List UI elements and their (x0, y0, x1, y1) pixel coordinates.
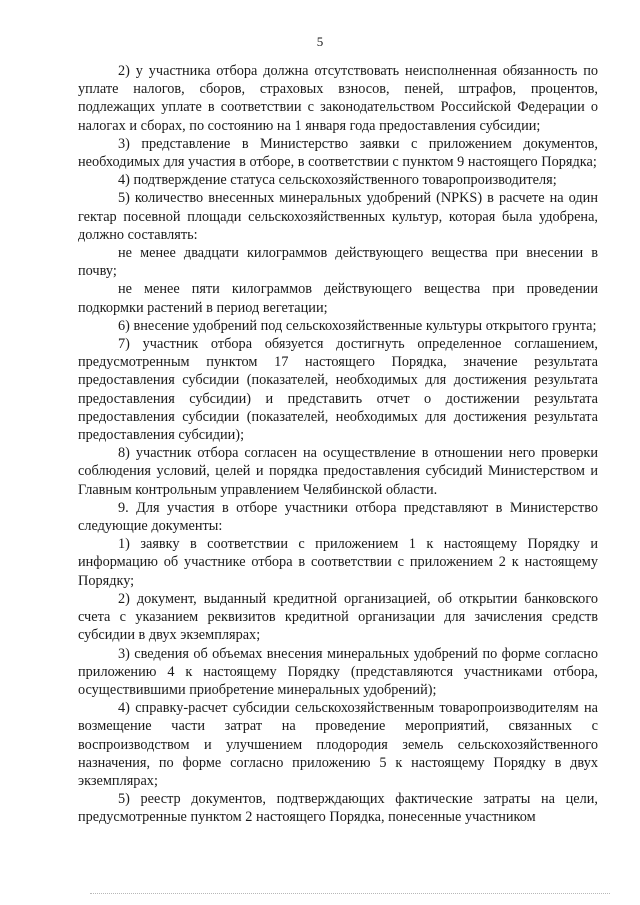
paragraph: 2) документ, выданный кредитной организацией, об открытии банковского счета с указанием реквизитов кредитной организации для зачисления средств субсидии в двух экземплярах; (78, 590, 598, 644)
paragraph: 3) представление в Министерство заявки с приложением документов, необходимых для участия в отборе, в соответствии с пунктом 9 настоящего Порядка; (78, 135, 598, 171)
paragraph: 8) участник отбора согласен на осуществление в отношении него проверки соблюдения условий, целей и порядка предоставления субсидий Министерством и Главным контрольным управлением Челябинской области. (78, 445, 598, 498)
page-number: 5 (316, 34, 324, 49)
paragraph: 5) реестр документов, подтверждающих фактические затраты на цели, предусмотренные пунктом 2 настоящего Порядка, понесенные участником (78, 791, 598, 826)
page-bottom-edge (90, 893, 610, 894)
paragraph: 4) подтверждение статуса сельскохозяйственного товаропроизводителя; (118, 172, 557, 189)
paragraph: 1) заявку в соответствии с приложением 1 к настоящему Порядку и информацию об участнике отбора в соответствии с приложением 2 к настоящему Порядку; (78, 536, 598, 589)
paragraph: 6) внесение удобрений под сельскохозяйственные культуры открытого грунта; (118, 317, 597, 334)
paragraph: 5) количество внесенных минеральных удобрений (NPKS) в расчете на один гектар посевной площади сельскохозяйственных культур, которая была удобрена, должно составлять: (78, 190, 598, 243)
paragraph: 4) справку-расчет субсидии сельскохозяйственным товаропроизводителям на возмещение части затрат на проведение мероприятий, связанных с воспроизводством и улучшением плодородия земель сельскохозяйственного назначения, по форме согласно приложению 5 к настоящему Порядку в двух экземплярах; (78, 700, 598, 789)
paragraph: 9. Для участия в отборе участники отбора представляют в Министерство следующие документы: (78, 499, 598, 535)
paragraph: 2) у участника отбора должна отсутствовать неисполненная обязанность по уплате налогов, сборов, страховых взносов, пеней, штрафов, процентов, подлежащих уплате в соответствии с законодательством Российской Федерации о налогах и сборах, по состоянию на 1 января года предоставления субсидии; (78, 63, 598, 134)
document-body (78, 62, 598, 827)
paragraph: не менее двадцати килограммов действующего вещества при внесении в почву; (78, 245, 598, 280)
paragraph: 7) участник отбора обязуется достигнуть определенное соглашением, предусмотренным пунктом 17 настоящего Порядка, значение результата предоставления субсидии (показателей, необходимых для достижения результата предоставления субсидии) и представить отчет о достижении результата предоставления субсидии (показателей, необходимых для достижения результата предоставления субсидии); (78, 336, 598, 444)
paragraph: не менее пяти килограммов действующего вещества при проведении подкормки растений в период вегетации; (78, 281, 598, 316)
paragraph: 3) сведения об объемах внесения минеральных удобрений по форме согласно приложению 4 к настоящему Порядку (представляются участниками отбора, осуществившими приобретение минеральных удобрений); (78, 645, 598, 698)
